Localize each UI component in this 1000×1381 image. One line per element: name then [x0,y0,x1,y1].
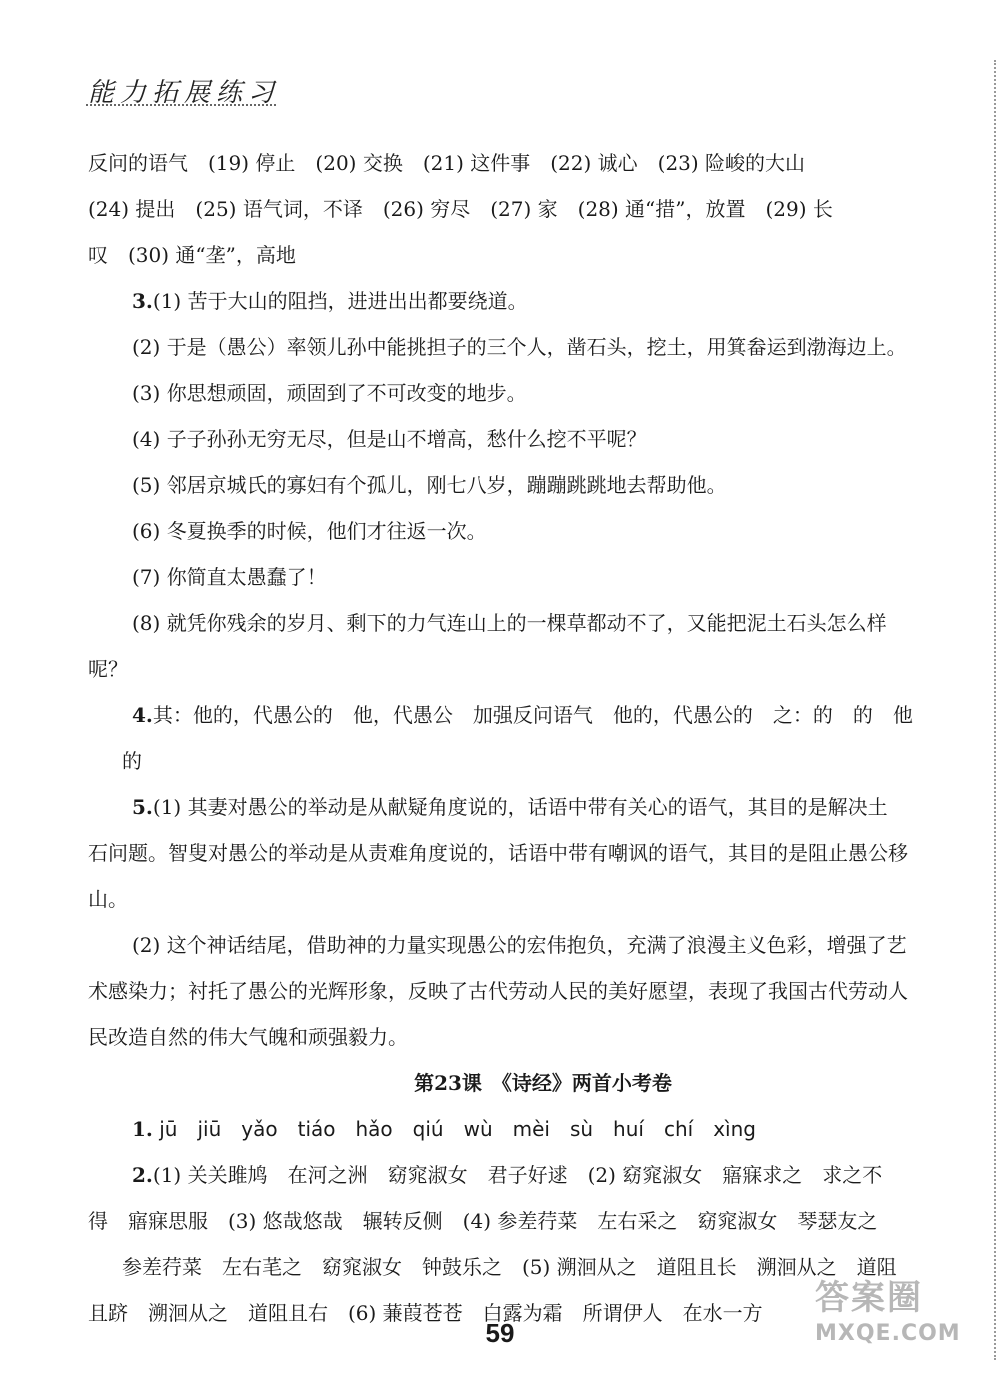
question-number: 3. [132,289,153,313]
question-5-item-2-cont: 民改造自然的伟大气魄和顽强毅力。 [88,1025,408,1049]
answer-content [88,140,968,1336]
header-divider [86,104,276,106]
question-number: 5. [132,795,153,819]
answer-line: (24) 提出 (25) 语气词，不译 (26) 穷尽 (27) 家 (28) 通“措”，放置 (29) 长 [88,197,833,221]
page-number: 59 [485,1318,515,1348]
section-question-2-cont: 得 寤寐思服 (3) 悠哉悠哉 辗转反侧 (4) 参差荇菜 左右采之 窈窕淑女 琴瑟友之 [88,1209,878,1233]
question-number: 1. [132,1117,153,1141]
question-3-item-8: (8) 就凭你残余的岁月、剩下的力气连山上的一棵草都动不了，又能把泥土石头怎么样 [132,611,887,635]
answer-line: 反问的语气 (19) 停止 (20) 交换 (21) 这件事 (22) 诚心 (23) 险峻的大山 [88,151,806,175]
section-question-2: 2.(1) 关关雎鸠 在河之洲 窈窕淑女 君子好逑 (2) 窈窕淑女 寤寐求之 求之不 [132,1163,883,1187]
section-question-2-cont: 参差荇菜 左右芼之 窈窕淑女 钟鼓乐之 (5) 溯洄从之 道阻且长 溯洄从之 道阻 [122,1255,897,1279]
page-header-title: 能力拓展练习 [88,78,281,108]
question-3-item-5: (5) 邻居京城氏的寡妇有个孤儿，刚七八岁，蹦蹦跳跳地去帮助他。 [132,473,727,497]
question-3-item-8-cont: 呢？ [88,657,128,681]
section-title: 第23课 《诗经》两首小考卷 [414,1071,672,1095]
question-5-item-1-cont: 山。 [88,887,128,911]
question-4-cont: 的 [122,749,142,773]
question-5-item-1: 5.(1) 其妻对愚公的举动是从献疑角度说的，话语中带有关心的语气，其目的是解决土 [132,795,888,819]
question-4: 4.其：他的，代愚公的 他，代愚公 加强反问语气 他的，代愚公的 之：的 的 他 [132,703,913,727]
watermark-logo [815,1270,990,1370]
answer-line: 叹 (30) 通“垄”，高地 [88,243,296,267]
question-3-item-6: (6) 冬夏换季的时候，他们才往返一次。 [132,519,487,543]
question-number: 2. [132,1163,153,1187]
question-5-item-2: (2) 这个神话结尾，借助神的力量实现愚公的宏伟抱负，充满了浪漫主义色彩，增强了艺 [132,933,907,957]
section-question-2-cont: 且跻 溯洄从之 道阻且右 (6) 蒹葭苍苍 白露为霜 所谓伊人 在水一方 [88,1301,763,1325]
question-3-item-1: 3.(1) 苦于大山的阻挡，进进出出都要绕道。 [132,289,528,313]
question-3-item-2: (2) 于是（愚公）率领儿孙中能挑担子的三个人，凿石头，挖土，用箕畚运到渤海边上。 [132,335,907,359]
question-3-item-7: (7) 你简直太愚蠢了！ [132,565,327,589]
pinyin-answers: jū jiū yǎo tiáo hǎo qiú wù mèi sù huí chí xìng [159,1117,756,1141]
watermark-text: 答案圈 [815,1278,923,1318]
watermark-url: MXQE.COM [815,1321,961,1346]
question-3-item-4: (4) 子子孙孙无穷无尽，但是山不增高，愁什么挖不平呢？ [132,427,647,451]
question-5-item-1-cont: 石问题。智叟对愚公的举动是从责难角度说的，话语中带有嘲讽的语气，其目的是阻止愚公移 [88,841,908,865]
question-5-item-2-cont: 术感染力；衬托了愚公的光辉形象，反映了古代劳动人民的美好愿望，表现了我国古代劳动人 [88,979,908,1003]
binding-edge-dots [994,60,996,1360]
question-3-item-3: (3) 你思想顽固，顽固到了不可改变的地步。 [132,381,527,405]
question-number: 4. [132,703,153,727]
section-question-1 [88,1106,968,1152]
